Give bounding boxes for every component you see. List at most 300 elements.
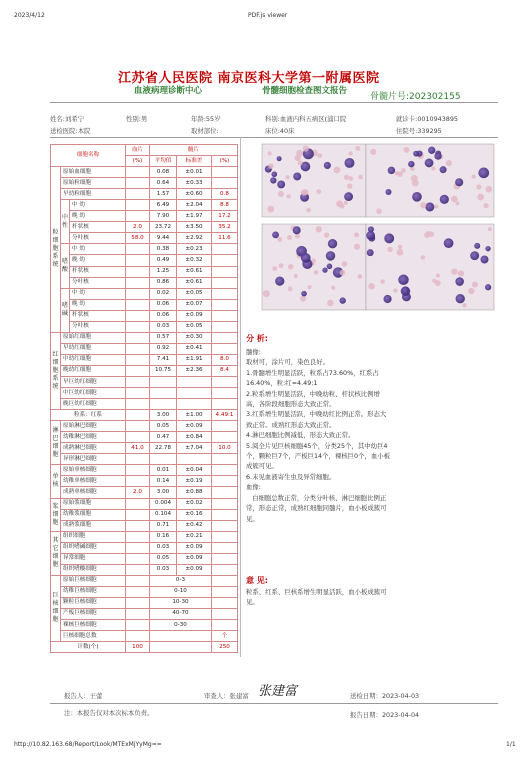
row-label: 计数(个) xyxy=(51,642,126,653)
sd-value xyxy=(177,454,212,465)
cell-shape xyxy=(288,264,294,270)
inpatient-number: 住院号:339295 xyxy=(396,127,442,135)
marrow-pct xyxy=(212,277,238,288)
cell-shape xyxy=(268,163,273,168)
table-row xyxy=(51,586,238,597)
analysis-text xyxy=(246,347,498,524)
marrow-pct xyxy=(212,321,238,332)
marrow-pct xyxy=(212,244,238,255)
send-date: 送检日期：2023-04-03 xyxy=(350,692,420,700)
blood-pct xyxy=(126,465,150,476)
sd-value xyxy=(177,399,212,410)
analysis-line: 髓像: xyxy=(246,348,261,356)
sd-value: ±0.05 xyxy=(177,321,212,332)
blood-pct xyxy=(126,321,150,332)
marrow-pct xyxy=(212,465,238,476)
blood-pct xyxy=(126,388,150,399)
table-row xyxy=(51,620,238,631)
cell-shape xyxy=(451,268,457,274)
cell-shape xyxy=(425,159,434,168)
cell-shape xyxy=(311,258,316,263)
cell-shape xyxy=(383,295,391,303)
sd-value: ±0.09 xyxy=(177,564,212,575)
hospital-name: 江苏省人民医院 南京医科大学第一附属医院 xyxy=(118,71,380,86)
cell-shape xyxy=(385,189,391,195)
cell-shape xyxy=(331,286,335,290)
cell-name: 中 幼 xyxy=(70,244,126,255)
table-row xyxy=(51,167,238,178)
group-label: 浆细胞 xyxy=(51,498,61,531)
sd-value: ±2.04 xyxy=(177,200,212,211)
micrograph-panel xyxy=(240,138,500,328)
cell-shape xyxy=(327,264,333,270)
cell-shape xyxy=(434,204,438,208)
opinion-title: 意 见: xyxy=(246,576,268,585)
normal-range xyxy=(150,642,212,653)
cell-shape xyxy=(327,300,334,307)
cell-name: 晚 幼 xyxy=(70,299,126,310)
sd-value xyxy=(177,376,212,387)
cell-shape xyxy=(384,233,394,243)
sd-value: ±0.84 xyxy=(177,432,212,443)
cell-shape xyxy=(395,171,399,175)
cell-name: 原始单核细胞 xyxy=(61,465,126,476)
analysis-line: 2.粒系增生明显活跃，中晚幼粒、杆状核比例增 xyxy=(246,389,380,398)
blood-pct xyxy=(126,586,150,597)
cell-shape xyxy=(348,151,352,155)
report-date: 报告日期：2023-04-04 xyxy=(350,711,420,719)
cell-shape xyxy=(426,231,430,235)
mean-value: 0.03 xyxy=(150,564,177,575)
cell-shape xyxy=(470,251,479,260)
blood-pct xyxy=(126,376,150,387)
mean-value: 0.02 xyxy=(150,288,177,299)
patient-card: 就诊卡:0010943895 xyxy=(396,115,458,123)
analysis-line: 致正常。成熟红形态大致正常。 xyxy=(246,420,336,429)
analysis-line: 16.40%，粒:红=4.49:1 xyxy=(246,379,318,388)
group-label: 粒细胞系统 xyxy=(51,167,61,333)
analysis-line: 白细胞总数正常，分类分叶核、淋巴细胞比例正 xyxy=(246,493,387,502)
mean-value: 0.104 xyxy=(150,509,177,520)
cell-shape xyxy=(368,283,375,290)
cell-shape xyxy=(355,146,360,151)
table-row xyxy=(51,288,238,299)
blood-pct xyxy=(126,266,150,277)
marrow-pct: 8.0 xyxy=(212,354,238,365)
cell-shape xyxy=(288,287,293,292)
blood-pct: 41.0 xyxy=(126,443,150,454)
marrow-pct: 250 xyxy=(212,642,238,653)
cell-name: 裸核巨核细胞 xyxy=(61,620,126,631)
cell-name: 成熟淋巴细胞 xyxy=(61,443,126,454)
table-row xyxy=(51,388,238,399)
print-url: http://10.82.163.68/Report/Look/MTExMjYyMg== xyxy=(14,741,162,748)
blood-pct xyxy=(126,631,150,642)
cell-shape xyxy=(434,152,441,159)
marrow-pct xyxy=(212,476,238,487)
cell-name: 早幼红细胞 xyxy=(61,343,126,354)
marrow-pct xyxy=(212,266,238,277)
blood-pct xyxy=(126,211,150,222)
cell-shape xyxy=(300,296,306,302)
cell-shape xyxy=(432,279,436,283)
cell-shape xyxy=(480,255,488,263)
cell-shape xyxy=(425,202,434,211)
cell-shape xyxy=(421,255,425,259)
sd-value: ±2.36 xyxy=(177,365,212,376)
cell-shape xyxy=(411,175,418,182)
sd-value: ±1.97 xyxy=(177,211,212,222)
mean-value: 9.44 xyxy=(150,233,177,244)
cell-name: 中 幼 xyxy=(70,200,126,211)
normal-range: 0-3 xyxy=(150,575,212,586)
blood-pct xyxy=(126,454,150,465)
print-date: 2023/4/12 xyxy=(14,12,45,19)
table-row xyxy=(51,498,238,509)
sd-value: ±0.32 xyxy=(177,255,212,266)
subgroup-label: 嗜碱 xyxy=(61,288,70,332)
table-row xyxy=(51,597,238,608)
cell-shape xyxy=(293,172,301,180)
cell-shape xyxy=(367,249,374,256)
blood-pct xyxy=(126,288,150,299)
table-row xyxy=(51,266,238,277)
sd-value: ±0.41 xyxy=(177,343,212,354)
marrow-pct: 个 xyxy=(212,631,238,642)
cell-shape xyxy=(366,231,375,240)
sd-value: ±0.30 xyxy=(177,332,212,343)
cell-shape xyxy=(344,201,348,205)
blood-pct xyxy=(126,178,150,189)
subgroup-label: 嗜酸 xyxy=(61,244,70,288)
sd-value: ±0.04 xyxy=(177,465,212,476)
patient-bed: 床位:40床 xyxy=(265,127,295,135)
cell-shape xyxy=(287,235,292,240)
mean-value: 10.75 xyxy=(150,365,177,376)
cell-name: 晚 幼 xyxy=(70,211,126,222)
cell-name: 杆状核 xyxy=(70,266,126,277)
cell-name: 成熟单核细胞 xyxy=(61,487,126,498)
marrow-pct xyxy=(212,332,238,343)
reporter: 报告人：王蕾 xyxy=(64,692,103,700)
row-label: 粒系：红系 xyxy=(51,410,126,421)
cell-name: 组织嗜酸细胞 xyxy=(61,564,126,575)
cell-shape xyxy=(387,247,392,252)
mean-value: 7.41 xyxy=(150,354,177,365)
sd-value: ±0.07 xyxy=(177,299,212,310)
analysis-line: 血像: xyxy=(246,483,261,492)
marrow-pct xyxy=(212,542,238,553)
cell-shape xyxy=(277,180,285,188)
cell-shape xyxy=(483,203,488,208)
bone-marrow-number: 骨髓片号:202302155 xyxy=(370,92,461,102)
cell-shape xyxy=(267,206,274,213)
cell-shape xyxy=(358,175,363,180)
mean-value xyxy=(150,454,177,465)
table-row xyxy=(51,233,238,244)
blood-pct xyxy=(126,255,150,266)
cell-shape xyxy=(462,303,466,307)
sd-value: ±0.16 xyxy=(177,509,212,520)
cell-name: 组织细胞 xyxy=(61,531,126,542)
mean-value: 0.86 xyxy=(150,277,177,288)
sd-value: ±0.61 xyxy=(177,266,212,277)
mean-value xyxy=(150,388,177,399)
marrow-pct: 8.4 xyxy=(212,365,238,376)
cell-shape xyxy=(408,161,414,167)
table-row xyxy=(51,321,238,332)
table-row xyxy=(51,564,238,575)
mean-value: 0.03 xyxy=(150,321,177,332)
cell-shape xyxy=(316,226,322,232)
table-row xyxy=(51,642,238,653)
cell-shape xyxy=(468,288,474,294)
cell-shape xyxy=(272,266,277,271)
cell-shape xyxy=(455,201,459,205)
analysis-line: 个，颗粒巨7个，产板巨14个，裸核巨0个，血小板 xyxy=(246,452,391,461)
cell-shape xyxy=(472,175,476,179)
cell-shape xyxy=(271,171,277,177)
marrow-pct xyxy=(212,498,238,509)
blood-pct xyxy=(126,564,150,575)
cell-shape xyxy=(370,149,376,155)
cell-shape xyxy=(398,245,402,249)
blood-pct xyxy=(126,520,150,531)
cell-shape xyxy=(277,237,282,242)
marrow-pct: 4.49:1 xyxy=(212,410,238,421)
table-row xyxy=(51,487,238,498)
marrow-pct xyxy=(212,620,238,631)
table-row xyxy=(51,454,238,465)
cell-shape xyxy=(303,145,309,151)
cell-shape xyxy=(401,286,411,296)
mean-value: 0.38 xyxy=(150,244,177,255)
table-row xyxy=(51,443,238,454)
blood-pct xyxy=(126,244,150,255)
cell-shape xyxy=(339,297,345,303)
table-row xyxy=(51,178,238,189)
mean-value: 22.78 xyxy=(150,443,177,454)
group-label: 巨核细胞 xyxy=(51,575,61,641)
cell-shape xyxy=(344,175,349,180)
cell-name: 幼稚浆细胞 xyxy=(61,509,126,520)
table-row xyxy=(51,244,238,255)
mean-value: 0.92 xyxy=(150,343,177,354)
table-row xyxy=(51,376,238,387)
sd-value: ±7.04 xyxy=(177,443,212,454)
cell-shape xyxy=(275,277,284,286)
table-row xyxy=(51,343,238,354)
cell-shape xyxy=(476,184,481,189)
table-row xyxy=(51,465,238,476)
blood-pct xyxy=(126,365,150,376)
cell-shape xyxy=(354,244,360,250)
opinion-line: 见。 xyxy=(246,598,259,607)
header-blood: 血片 xyxy=(126,145,150,156)
cell-shape xyxy=(428,147,435,154)
marrow-pct: 11.6 xyxy=(212,233,238,244)
blood-pct xyxy=(126,597,150,608)
marrow-pct: 17.2 xyxy=(212,211,238,222)
cell-shape xyxy=(347,183,352,188)
sd-value: ±0.88 xyxy=(177,487,212,498)
cell-shape xyxy=(436,273,440,277)
blood-pct xyxy=(126,332,150,343)
analysis-line: 成簇可见。 xyxy=(246,462,278,471)
mean-value xyxy=(150,399,177,410)
cell-name: 早巨幼红细胞 xyxy=(61,376,126,387)
sd-value: ±0.01 xyxy=(177,167,212,178)
mean-value: 23.72 xyxy=(150,222,177,233)
table-row xyxy=(51,410,238,421)
cell-name: 杆状核 xyxy=(70,310,126,321)
blood-pct xyxy=(126,189,150,200)
cell-shape xyxy=(412,192,422,202)
cell-shape xyxy=(444,238,454,248)
analysis-line: 见。 xyxy=(246,514,259,523)
cell-shape xyxy=(328,239,337,248)
sd-value: ±0.23 xyxy=(177,244,212,255)
cell-shape xyxy=(354,232,359,237)
cell-name: 异常细胞 xyxy=(61,553,126,564)
marrow-pct xyxy=(212,178,238,189)
cell-shape xyxy=(485,284,491,290)
marrow-pct xyxy=(212,597,238,608)
cell-name: 原始巨核细胞 xyxy=(61,575,126,586)
mean-value: 0.08 xyxy=(150,167,177,178)
cell-shape xyxy=(397,249,404,256)
table-row xyxy=(51,255,238,266)
mean-value: 3.00 xyxy=(150,487,177,498)
mean-value: 0.57 xyxy=(150,332,177,343)
cell-shape xyxy=(324,162,331,169)
sd-value: ±3.50 xyxy=(177,222,212,233)
cell-shape xyxy=(440,195,449,204)
table-row xyxy=(51,542,238,553)
center-name: 血液病理诊断中心 xyxy=(134,86,203,96)
normal-range: 0-30 xyxy=(150,620,212,631)
mean-value: 0.71 xyxy=(150,520,177,531)
marrow-pct: 8.8 xyxy=(212,200,238,211)
cell-shape xyxy=(349,176,354,181)
mean-value: 1.57 xyxy=(150,189,177,200)
blood-pct: 58.0 xyxy=(126,233,150,244)
cell-shape xyxy=(486,186,492,192)
analysis-title: 分 析: xyxy=(246,334,268,343)
opinion-line: 粒系、红系、巨核系增生明显活跃，血小板成簇可 xyxy=(246,588,387,596)
blood-pct xyxy=(126,575,150,586)
blood-pct xyxy=(126,531,150,542)
mean-value: 6.49 xyxy=(150,200,177,211)
table-row xyxy=(51,211,238,222)
analysis-line: 常，形态正常，成熟红细胞同髓片，血小板成簇可 xyxy=(246,504,387,513)
mean-value: 0.16 xyxy=(150,531,177,542)
sd-value: ±1.00 xyxy=(177,410,212,421)
table-row xyxy=(51,310,238,321)
table-row xyxy=(51,222,238,233)
cell-shape xyxy=(440,166,447,173)
cell-shape xyxy=(398,275,409,286)
marrow-pct xyxy=(212,421,238,432)
cell-shape xyxy=(314,270,319,275)
cell-shape xyxy=(431,166,435,170)
mean-value: 7.90 xyxy=(150,211,177,222)
cell-name: 幼稚巨核细胞 xyxy=(61,586,126,597)
print-page: 1/1 xyxy=(506,741,516,748)
blood-pct xyxy=(126,476,150,487)
marrow-pct xyxy=(212,454,238,465)
cell-name: 幼稚单核细胞 xyxy=(61,476,126,487)
blood-pct xyxy=(126,310,150,321)
sd-value: ±0.33 xyxy=(177,178,212,189)
mean-value: 1.25 xyxy=(150,266,177,277)
sd-value: ±0.09 xyxy=(177,421,212,432)
mean-value: 0.14 xyxy=(150,476,177,487)
header-marrow-pct: (%) xyxy=(212,156,238,167)
marrow-pct xyxy=(212,399,238,410)
marrow-pct: 10.0 xyxy=(212,443,238,454)
footer-note: 注：本报告仅对本次标本负责。 xyxy=(64,709,154,717)
blood-pct xyxy=(126,432,150,443)
sd-value: ±0.21 xyxy=(177,531,212,542)
table-row xyxy=(51,531,238,542)
cell-shape xyxy=(380,279,385,284)
cell-shape xyxy=(388,167,396,175)
group-label: 其它细胞 xyxy=(51,531,61,575)
subgroup-label: 中性 xyxy=(61,200,70,244)
blood-pct xyxy=(126,167,150,178)
cell-name: 早幼粒细胞 xyxy=(61,189,126,200)
analysis-line: 3.红系增生明显活跃，中晚幼红比例正常。形态大 xyxy=(246,410,387,419)
marrow-pct xyxy=(212,376,238,387)
table-row xyxy=(51,421,238,432)
analysis-line: 4.淋巴细胞比例减低，形态大致正常。 xyxy=(246,431,355,440)
cell-name: 成熟浆细胞 xyxy=(61,520,126,531)
table-row xyxy=(51,476,238,487)
table-row xyxy=(51,509,238,520)
sd-value: ±0.60 xyxy=(177,189,212,200)
cell-shape xyxy=(301,253,311,263)
cell-name: 巨核细胞总数 xyxy=(61,631,126,642)
cell-shape xyxy=(401,168,406,173)
cell-name: 晚幼红细胞 xyxy=(61,365,126,376)
table-row xyxy=(51,520,238,531)
patient-sex: 性别:男 xyxy=(126,115,148,123)
cell-name: 杆状核 xyxy=(70,222,126,233)
marrow-pct xyxy=(212,509,238,520)
cell-shape xyxy=(270,177,276,183)
normal-range xyxy=(150,631,212,642)
header-cell-name: 细胞名称 xyxy=(51,145,126,167)
cell-shape xyxy=(472,282,478,288)
cell-shape xyxy=(413,151,419,157)
group-label: 单核 xyxy=(51,465,61,498)
blood-pct xyxy=(126,277,150,288)
normal-range: 0-10 xyxy=(150,586,212,597)
table-row xyxy=(51,631,238,642)
cell-shape xyxy=(340,270,346,276)
blood-pct xyxy=(126,421,150,432)
mean-value: 0.47 xyxy=(150,432,177,443)
analysis-line: 取材可，涂片可，染色良好。 xyxy=(246,358,330,367)
blood-pct xyxy=(126,299,150,310)
blood-pct: 2.0 xyxy=(126,222,150,233)
cell-shape xyxy=(301,189,307,195)
table-row xyxy=(51,575,238,586)
cell-shape xyxy=(324,232,329,237)
cell-shape xyxy=(488,227,492,231)
mean-value xyxy=(150,376,177,387)
